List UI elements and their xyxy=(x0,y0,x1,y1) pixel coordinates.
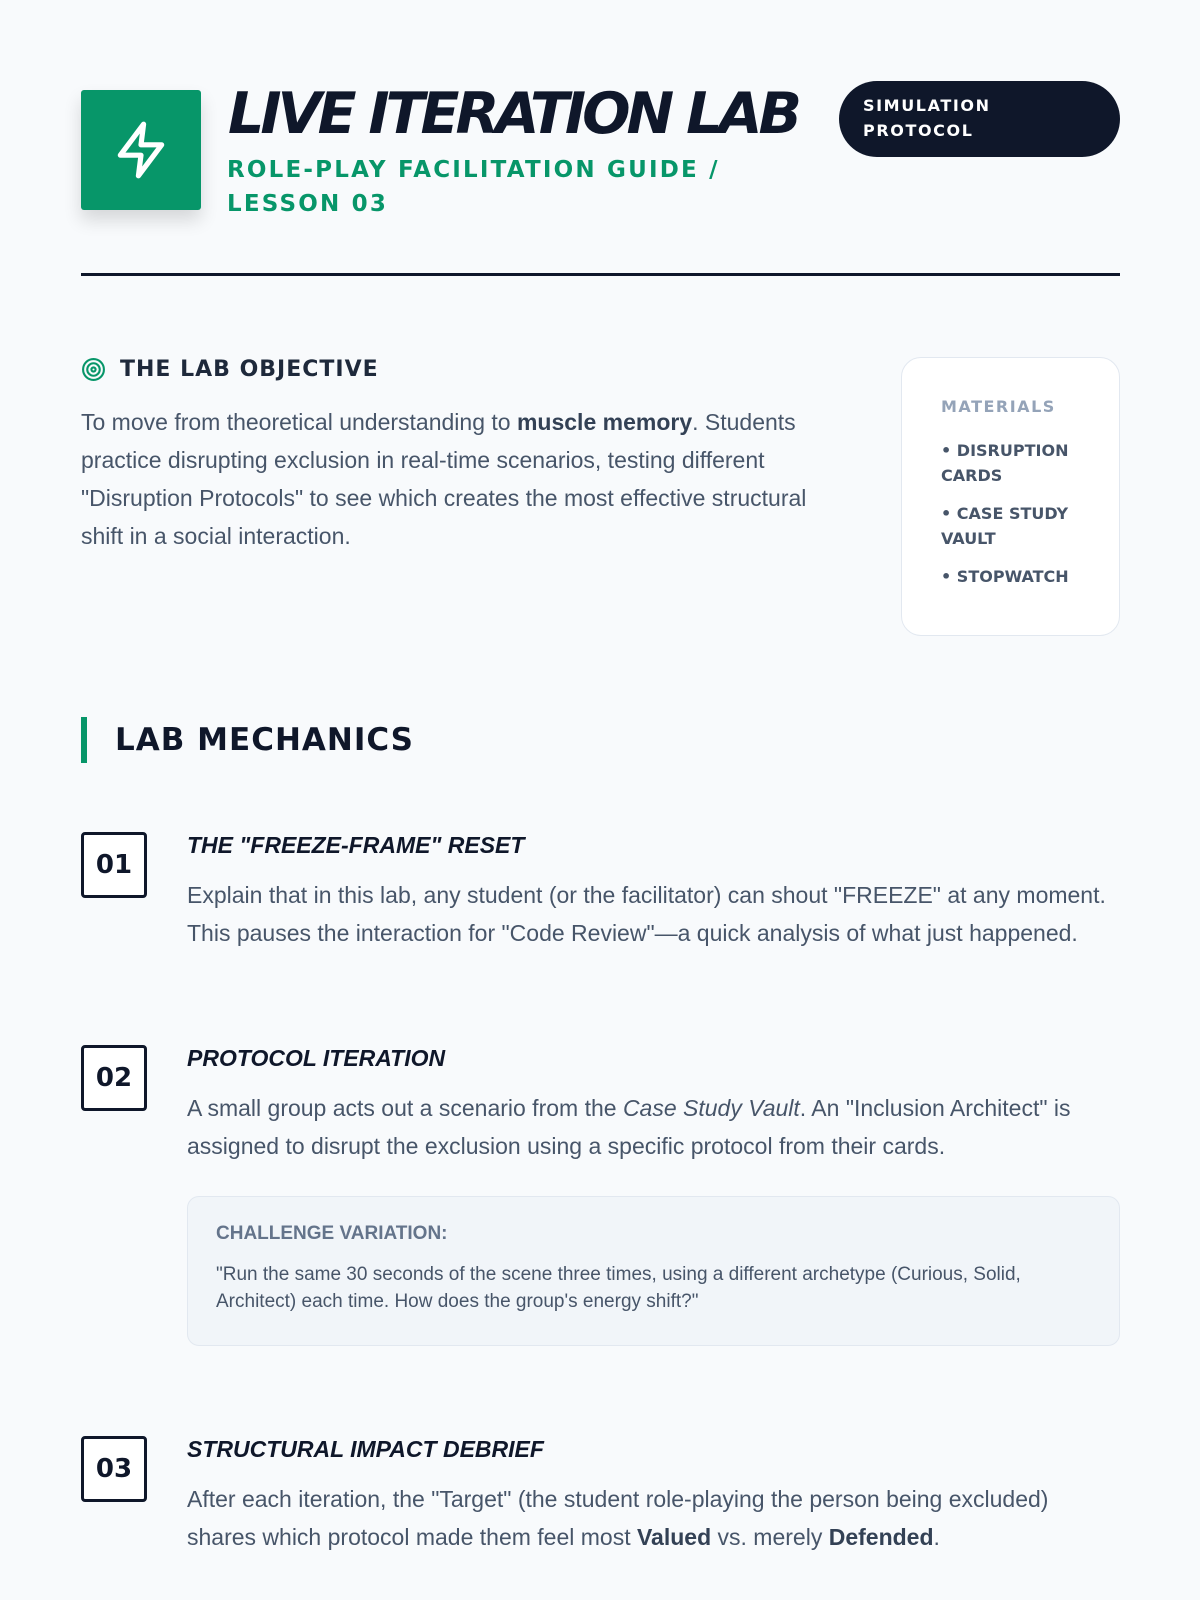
step-body-bold-valued: Valued xyxy=(636,1524,712,1550)
objective-text xyxy=(81,403,851,555)
materials-title: MATERIALS xyxy=(941,397,1056,416)
badge-line-1: SIMULATION xyxy=(863,96,991,115)
step-body-end: . An "Inclusion Architect" is assigned to disrupt the exclusion using a specific protocol from their cards. xyxy=(187,1095,1071,1159)
lesson-page xyxy=(81,0,1120,1550)
step-number: 03 xyxy=(81,1436,147,1502)
step-body-middle: vs. merely xyxy=(711,1524,829,1550)
step-title: STRUCTURAL IMPACT DEBRIEF xyxy=(187,1436,544,1462)
objective-heading xyxy=(81,357,861,382)
objective-section xyxy=(81,357,861,555)
simulation-protocol-badge xyxy=(839,81,1120,157)
step-body-end: . xyxy=(933,1524,940,1550)
materials-list xyxy=(941,438,1099,589)
step-body: Explain that in this lab, any student (or the facilitator) can shout "FREEZE" at any moment. This pauses the interaction for "Code Review"—a quick analysis of what just happened. xyxy=(187,882,1106,946)
target-icon xyxy=(81,357,106,382)
step-body-bold-defended: Defended xyxy=(828,1524,934,1550)
objective-text-end: . Students practice disrupting exclusion in real-time scenarios, testing different "Disruption Protocols" to see which creates the most effective structural shift in a social interaction. xyxy=(81,409,807,549)
step-body xyxy=(187,1480,1120,1556)
challenge-variation-box xyxy=(187,1196,1120,1346)
challenge-label: CHALLENGE VARIATION: xyxy=(216,1223,448,1244)
step-number: 01 xyxy=(81,832,147,898)
materials-item: • STOPWATCH xyxy=(941,567,1069,586)
lightning-bolt-icon xyxy=(110,119,172,181)
header xyxy=(81,0,1120,276)
mechanics-heading-text: LAB MECHANICS xyxy=(115,722,415,758)
page-subtitle: ROLE-PLAY FACILITATION GUIDE / LESSON 03 xyxy=(227,157,720,217)
materials-item: • CASE STUDY VAULT xyxy=(941,504,1069,548)
step-body-italic: Case Study Vault xyxy=(622,1095,800,1121)
challenge-text: "Run the same 30 seconds of the scene three times, using a different archetype (Curious, Solid, Architect) each time. How does the group's energy shift?" xyxy=(216,1264,1021,1312)
logo xyxy=(81,90,201,210)
step-content xyxy=(187,830,1120,952)
step-content xyxy=(187,1434,1120,1556)
objective-heading-text: THE LAB OBJECTIVE xyxy=(120,357,379,382)
mechanics-heading xyxy=(81,717,414,763)
page-title: LIVE ITERATION LAB xyxy=(228,81,798,147)
materials-card xyxy=(901,357,1120,636)
header-divider xyxy=(81,273,1120,276)
step-number: 02 xyxy=(81,1045,147,1111)
objective-text-start: To move from theoretical understanding to xyxy=(81,409,517,435)
materials-item: • DISRUPTION CARDS xyxy=(941,441,1069,485)
mechanics-accent-bar xyxy=(81,717,87,763)
step-body xyxy=(187,1089,1120,1165)
step-title: PROTOCOL ITERATION xyxy=(187,1045,446,1071)
step-body-start: A small group acts out a scenario from the xyxy=(187,1095,623,1121)
step-body-start: After each iteration, the "Target" (the student role-playing the person being excluded) shares which protocol made them feel most xyxy=(187,1486,1049,1550)
badge-line-2: PROTOCOL xyxy=(863,121,974,140)
step-title: THE "FREEZE-FRAME" RESET xyxy=(187,832,525,858)
objective-text-bold: muscle memory xyxy=(516,409,693,435)
step-content xyxy=(187,1043,1120,1346)
